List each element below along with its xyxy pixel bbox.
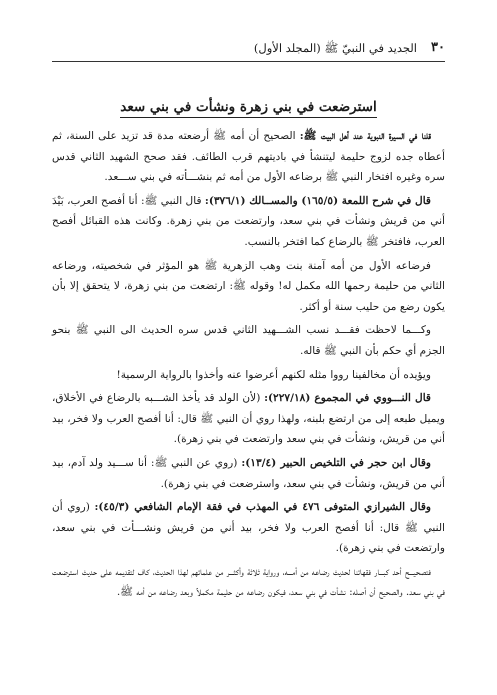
paragraph-text: وكـــما لاحظت فقـــد نسب الشـــهيد الثاني قدس سره الحديث الى النبي ﷺ بنحو الجزم أي حكم بأن النبي ﷺ قاله. (52, 324, 445, 357)
paragraph (52, 388, 445, 450)
paragraph-lead: وقال الشيرازي المتوفى ٤٧٦ في المهذب في فقة الإمام الشافعي (٤٥/٣): (94, 501, 431, 514)
section-title (52, 99, 445, 115)
page-number: ٣٠ (431, 40, 445, 55)
paragraph-lead: قلنا في السيرة النبوية عند أهل البيت ﷺ: (299, 130, 431, 142)
paragraph (52, 191, 445, 253)
body-text (52, 126, 445, 606)
paragraph (52, 453, 445, 494)
paragraph (52, 562, 445, 603)
paragraph-text: ويؤيده أن مخالفينا رووا مثله لكنهم أعرضوا عنه وأخذوا بالرواية الرسمية! (116, 368, 431, 381)
paragraph (52, 126, 445, 188)
paragraph (52, 365, 445, 386)
paragraph-lead: وقال ابن حجر في التلخيص الحبير (١٣/٤): (241, 456, 431, 469)
paragraph-text: الصحيح أن أمه ﷺ أرضعته مدة قد تزيد على السنة، ثم أعطاه جده لزوج حليمة ليتنشأ في باديتهم قرب الطائف. فقد صحح الشهيد الثاني قدس سره وغيره افتخار النبي ﷺ برضاعه الأول من أمه ثم بنشـــأته في بني ســـعد. (52, 130, 445, 184)
paragraph (52, 320, 445, 361)
running-title: الجديد في النبيّ ﷺ (المجلد الأول) (253, 41, 417, 55)
paragraph-text: فتصحيـــح أحد كبـــار فقهائنا لحديث رضاعه من أمـــه، ورواية ثلاثة وأكثـــر من علمائهم لهذا الحديث، كاف لتقديمه على حديث استرضعت في بني سعد. والصحيح أن أصله: نشأت في بني سعد، فيكون رضاعه من حليمة مكملاً وبعد رضاعه من أمه ﷺ. (52, 565, 445, 599)
page-header (52, 40, 445, 60)
paragraph-text: فرضاعه الأول من أمه آمنة بنت وهب الزهرية ﷺ هو المؤثر في شخصيته، ورضاعه الثاني من حليمة رحمها الله مكمل له! وقوله ﷺ: ارتضعت من بني زهرة، لا يتحقق إلا بأن يكون رضع من حليب سنة أو أكثر. (52, 259, 445, 313)
paragraph-lead: قال في شرح اللمعة (١٦٥/٥) والمســالك (٣٧٦/١): (204, 194, 431, 207)
paragraph-text: (لأن الولد قد يأخذ الشـــبه بالرضاع في الأخلاق، ويميل طبعه إلى من ارتضع بلبنه، ولهذا روي أن النبي ﷺ قال: أنا أفصح العرب ولا فخر، بيد أني من قريش، ونشأت في بني سعد وارتضعت في بني زهرة). (52, 392, 445, 446)
paragraph (52, 256, 445, 318)
paragraph-text: قال النبي ﷺ: أنا أفصح العرب، بَيْدَ أني من قريش ونشأت في بني سعد، وارتضعت من بني زهرة. وكانت هذه القبائل أفصح العرب، فافتخر ﷺ بالرضاع كما افتخر بالنسب. (52, 194, 445, 248)
paragraph-text: (روي عن النبي ﷺ: أنا ســـيد ولد آدم، بيد أني من قريش، ونشأت في بني سعد، واسترضعت في بني زهرة). (52, 456, 445, 490)
header-rule (52, 61, 445, 62)
paragraph-lead: قال النـــووي في المجموع (٢٢٧/١٨): (264, 392, 431, 405)
paragraph (52, 497, 445, 559)
paragraph-text: (روي أن النبي ﷺ قال: أنا أفصح العرب ولا فخر، بيد أني من قريش ونشـــأت في بني سعد، وارتضعت في بني زهرة). (52, 501, 445, 555)
section-title-text: استرضعت في بني زهرة ونشأت في بني سعد (120, 99, 377, 118)
